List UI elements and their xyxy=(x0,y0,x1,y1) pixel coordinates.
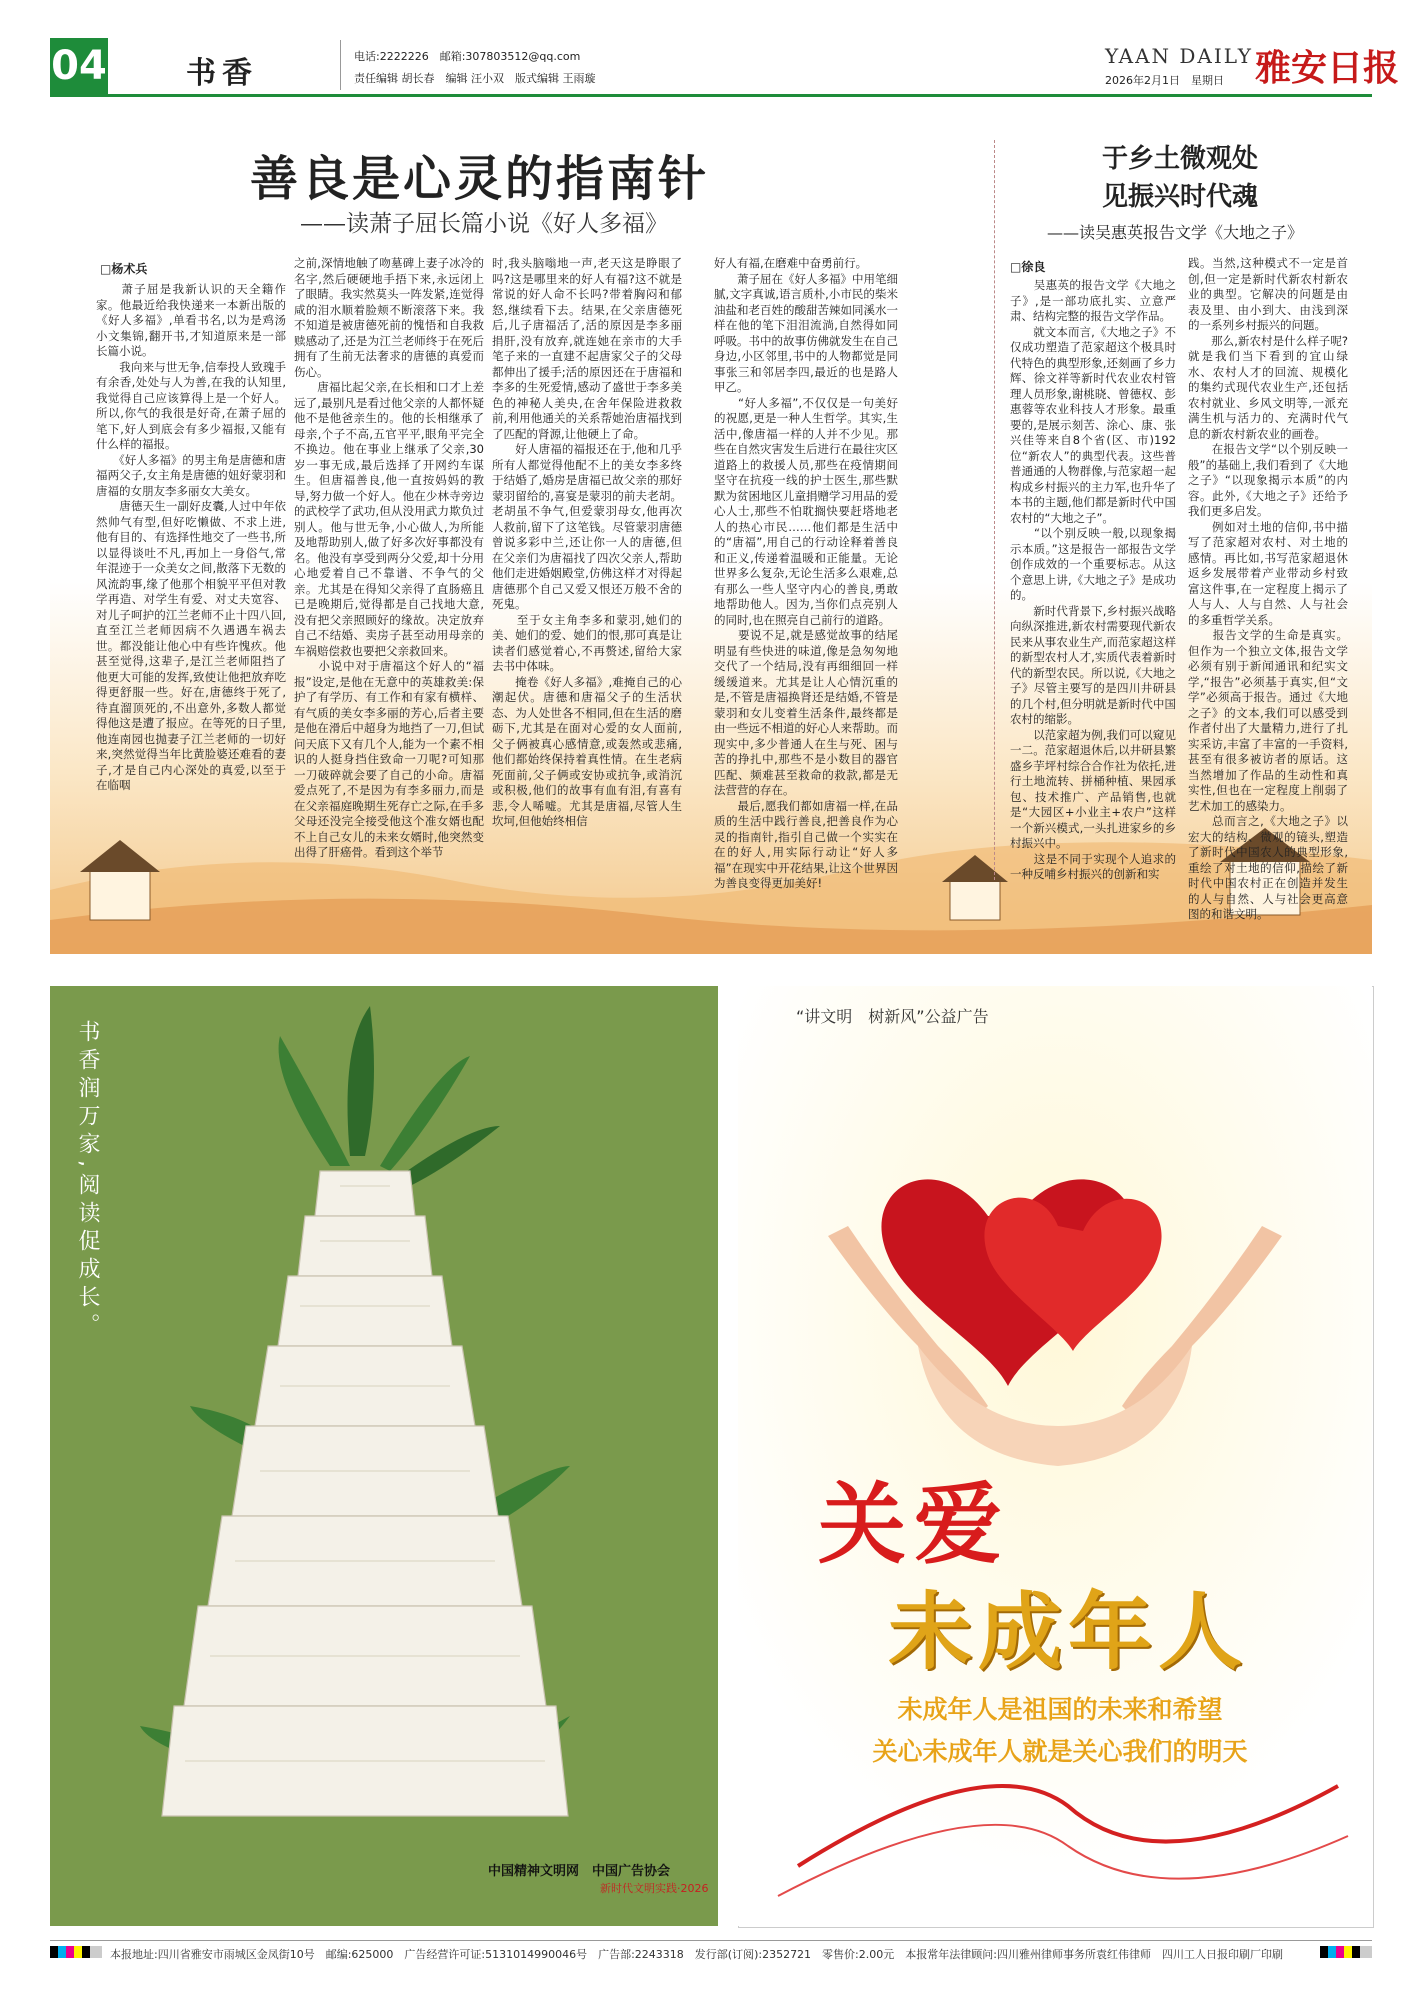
registration-marks-right xyxy=(1320,1946,1372,1958)
article1-subtitle: ——读萧子屈长篇小说《好人多福》 xyxy=(300,211,668,237)
care-ad-tag: “讲文明 树新风”公益广告 xyxy=(796,1007,989,1026)
care-ad-line-2: 关心未成年人就是关心我们的明天 xyxy=(872,1737,1248,1766)
article1-column-4: 好人有福,在磨难中奋勇前行。 萧子屈在《好人多福》中用笔细腻,文字真诚,语言质朴,小市民的柴米油盐和老百姓的酸甜苦辣如同溪水一样在他的笔下泪泪流淌,自然得如同呼吸。书中的故事仿佛就发生在自己身边,小区邻里,书中的人物都觉是同事张三和邻居李四,最近的也是路人甲乙。 “好人多福”,不仅仅是一句美好的祝愿,更是一种人生哲学。其实,生活中,像唐福一样的人并不少见。那些在自然灾害发生后进行在最往灾区道路上的救援人员,那些在疫情期间坚守在抗疫一线的护士医生,那些默默为贫困地区儿童捐赠学习用品的爱心人士,那些不怕耽搁快要赶塔地老人的热心市民……他们都是生活中的“唐福”,用自己的行动诠释着善良和正义,传递着温暖和正能量。无论世界多么复杂,无论生活多么艰难,总有那么一些人坚守内心的善良,勇敢地帮助他人。因为,当你们点亮别人的同时,也在照亮自己前行的道路。 要说不足,就是感觉故事的结尾明显有些快进的味道,像是急匆匆地交代了一个结局,没有再细细回一样缓缓道来。尤其是让人心情沉重的是,不管是唐福换肾还是结婚,不管是蒙羽和女儿变着生活条件,最终都是由一些远不相道的好心人来帮助。而现实中,多少普通人在生与死、困与苦的挣扎中,那些不是小数目的器官匹配、频难甚至救命的救款,都是无法营营的存在。 最后,愿我们都如唐福一样,在品质的生活中践行善良,把善良作为心灵的指南针,指引自己做一个实实在在的好人,用实际行动让“好人多福”在现实中开花结果,让这个世界因为善良变得更加美好! xyxy=(714,256,898,890)
contact-info: 电话:2222226 邮箱:307803512@qq.com xyxy=(354,50,581,63)
care-ad-line-1: 未成年人是祖国的未来和希望 xyxy=(897,1695,1223,1724)
article1-author: □杨术兵 xyxy=(100,262,148,276)
article2-column-1: 吴惠英的报告文学《大地之子》,是一部功底扎实、立意严肃、结构完整的报告文学作品。 就文本而言,《大地之子》不仅成功塑造了范家超这个极具时代特色的典型形象,还刻画了乡力辉、徐文祥等新时代农业农村管理人员形象,谢桃晓、曾德权、彭惠蓉等农业科技人才形象。最重要的,是展示刻苦、涂心、康、张兴佳等来自8个省(区、市)192位“新农人”的典型代表。这些普普通通的人物群像,与范家超一起构成乡村振兴的主力军,也升华了本书的主题,他们都是新时代中国农村的“大地之子”。 “以个别反映一般,以现象揭示本质。”这是报告一部报告文学创作成效的一个重要标志。从这个意思上讲,《大地之子》是成功的。 新时代背景下,乡村振兴战略向纵深推进,新农村需要现代新农民来从事农业生产,而范家超这样的新型农村人才,实质代表着新时代的新型农民。所以说,《大地之子》尽管主要写的是四川井研县的几个村,但分明就是新时代中国农村的缩影。 以范家超为例,我们可以窥见一二。范家超退休后,以井研县繁盛乡芋坪村综合合作社为依托,进行土地流转、拼桶种植、果园承包、技术推广、产品销售,也就是“大园区+小业主+农户”这样一个新兴模式,一头扎进家乡的乡村振兴中。 这是不同于实现个人追求的一种反哺乡村振兴的创新和实 xyxy=(1010,278,1176,881)
article2-title xyxy=(1030,140,1330,216)
reading-ad-credit: 中国精神文明网 中国广告协会 xyxy=(488,1864,671,1879)
editors-info: 责任编辑 胡长春 编辑 汪小双 版式编辑 王雨璇 xyxy=(354,72,596,85)
book-tower-illustration xyxy=(50,986,718,1926)
reading-ad-stamp: 新时代文明实践·2026 xyxy=(600,1882,709,1895)
article-divider xyxy=(994,140,996,880)
care-ad-title-love: 关爱 xyxy=(818,1472,1011,1576)
footer-rule xyxy=(50,1940,1372,1941)
article1-column-3: 时,我头脑嗡地一声,老天这是睁眼了吗?这是哪里来的好人有福?这不就是常说的好人命不长吗?带着胸闷和郁怒,继续看下去。结果,在父亲唐德死后,儿子唐福活了,活的原因是李多丽捐肝,没有放弃,就连她在亲市的大手笔子来的一直建不起唐家父子的父母都伸出了援手;活的原因还在于唐福和李多的生死爱情,感动了盛世于李多美色的神秘人美央,在舍年保险进救救前,利用他通关的关系帮她治唐福找到了匹配的肾源,让他硬上了命。 好人唐福的福报还在于,他和几乎所有人都觉得他配不上的美女李多终于结婚了,婚房是唐福已故父亲的那好蒙羽留给的,喜宴是蒙羽的前夫老胡。老胡虽不争气,但爱蒙羽母女,他再次人救前,留下了这笔钱。尽管蒙羽唐德曾说多彩中兰,还让你一人的唐德,但在父亲们为唐福找了四次父亲人,帮助他们走进婚姻殿堂,仿佛这样才对得起唐德那个自己又爱又恨还万般不舍的死鬼。 至于女主角李多和蒙羽,她们的美、她们的爱、她们的恨,那可真是让读者们感觉着心,不再赘述,留给大家去书中体味。 掩卷《好人多福》,难掩自己的心潮起伏。唐德和唐福父子的生活状态、为人处世各不相同,但在生活的磨砺下,尤其是在面对心爱的女人面前,父子俩被真心感情意,或轰然或悲痛,他们都始终保持着真性情。在生老病死面前,父子俩或安协或抗争,或消沉或积极,他们的故事有血有泪,有喜有悲,令人唏嘘。尤其是唐福,尽管人生坎坷,但他始终相信 xyxy=(492,256,682,828)
header-divider xyxy=(340,40,341,90)
page-number: 04 xyxy=(50,38,108,94)
paper-logo: 雅安日报 xyxy=(1255,47,1400,89)
article2-column-2: 践。当然,这种模式不一定是首创,但一定是新时代新农村新农业的典型。它解决的问题是由表及里、由小到大、由浅到深的一系列乡村振兴的问题。 那么,新农村是什么样子呢?就是我们当下看到的宜山绿水、农村人才的回流、规模化的集约式现代农业生产,还包括农村就业、乡风文明等,一派充满生机与活力的、充满时代气息的新农村新农业的画卷。 在报告文学“以个别反映一般”的基础上,我们看到了《大地之子》“以现象揭示本质”的内容。此外,《大地之子》还给予我们更多启发。 例如对土地的信仰,书中描写了范家超对农村、对土地的感情。再比如,书写范家超退休返乡发展带着产业带动乡村致富这件事,在一定程度上揭示了人与人、人与自然、人与社会的多重哲学关系。 报告文学的生命是真实。但作为一个独立文体,报告文学必须有别于新闻通讯和纪实文学,“报告”必须基于真实,但“文学”必须高于报告。通过《大地之子》的文本,我们可以感受到作者付出了大量精力,进行了扎实采访,丰富了丰富的一手资料,甚至有很多被访者的原话。这当然增加了作品的生动性和真实性,但也在一定程度上削弱了艺术加工的感染力。 总而言之,《大地之子》以宏大的结构、微观的镜头,塑造了新时代中国农人的典型形象,重绘了对土地的信仰,描绘了新时代中国农村正在创造并发生的人与自然、人与社会更高意图的和谐文明。 xyxy=(1188,256,1348,921)
care-ad-title-minors: 未成年人 xyxy=(888,1582,1249,1681)
section-name: 书香 xyxy=(186,56,258,91)
article2-title-line1: 于乡土微观处 xyxy=(1101,144,1258,174)
footer-info: 本报地址:四川省雅安市雨城区金凤街10号 邮编:625000 广告经营许可证:5131014990046号 广告部:2243318 发行部(订阅):2352721 零售价:2.00元 本报常年法律顾问:四川雅州律师事务所袁红伟律师 四川工人日报印刷厂印刷 xyxy=(110,1948,1283,1961)
header-rule xyxy=(50,94,1372,97)
registration-marks-left xyxy=(50,1946,102,1958)
article1-column-2: 之前,深情地触了吻墓碑上妻子冰冷的名字,然后硬硬地手捂下来,永远闭上了眼睛。我实然莫头一阵发紧,连觉得咸的泪水顺着脸颊不断滚落下来。我不知道是被唐德死前的愧悟和自我救赎感动了,还是为江兰老师终于在死后拥有了生前无法奢求的唐德的真爱而伤心。 唐福比起父亲,在长相和口才上差远了,最别凡是看过他父亲的人都怀疑他不是他爸亲生的。他的长相继承了母亲,个子不高,五官平平,眼角平完全不换边。他在事业上继承了父亲,30岁一事无成,最后选择了开网约车谋生。但唐福善良,他一直按妈妈的教导,努力做一个好人。他在少林寺旁边的武校学了武功,但从没用武力欺负过别人。他与世无争,小心做人,为所能及地帮助别人,做了好多次好事都没有名。他没有享受到两分父爱,却十分用心地爱着自己不靠谱、不争气的父亲。尤其是在得知父亲得了直肠癌且已是晚期后,觉得都是自己找地大意,没有把父亲照顾好的缘故。决定放弃自己不结婚、卖房子甚至动用母亲的车祸赔偿救也要把父亲救回来。 小说中对于唐福这个好人的“福报”设定,是他在无意中的英雄救美:保护了有学历、有工作和有家有横样、有气质的美女李多丽的芳心,后者主要是他在滑后中超身为地挡了一刀,但试问天底下又有几个人,能为一个素不相识的人挺身挡住致命一刀呢?可知那一刀破碎就会要了自己的小命。唐福爱点死了,不是因为有李多丽力,而是在父亲福庭晚期生死存亡之际,在手多父母还没完全接受他这个准女婿也配不上自己女儿的未来女婿时,他突然变出得了肝癌骨。看到这个举节 xyxy=(294,256,484,859)
article2-title-line2: 见振兴时代魂 xyxy=(1101,182,1258,212)
article2-subtitle: ——读吴惠英报告文学《大地之子》 xyxy=(1046,223,1303,242)
article1-title: 善良是心灵的指南针 xyxy=(250,151,710,207)
reading-ad-slogan: 书香润万家,阅读促成长。 xyxy=(75,1020,100,1341)
article1-column-1: 萧子屈是我新认识的天全籍作家。他最近给我快递来一本新出版的《好人多福》,单看书名,以为是鸡汤小文集锦,翻开书,才知道原来是一部长篇小说。 我向来与世无争,信奉投人致瑰手有余香,处处与人为善,在我的认知里,我觉得自己应该算得上是一个好人。所以,你气的我很是好奇,在萧子屈的笔下,好人到底会有多少福报,又能有什么样的福报。 《好人多福》的男主角是唐德和唐福两父子,女主角是唐德的妞好蒙羽和唐福的女朋友李多丽女大美女。 唐德天生一副好皮囊,人过中年依然帅气有型,但好吃懒做、不求上进,他有目的、有选择性地交了一些书,所以显得谈吐不凡,再加上一身俗气,常年混迹于一众美女之间,散落下无数的风流韵事,缘了他那个相貌平平但对教学再造、对学生有爱、对丈夫宽容、对儿子呵护的江兰老师不止十四八回,直至江兰老师因病不久遇遇车祸去世。都没能让他心中有些许愧疚。他甚至觉得,这辈子,是江兰老师阻挡了他更大可能的发挥,致使让他把放弃吃得更舒服一些。好在,唐德终于死了,待直溜顶死的,不出意外,多数人都觉得他这是遭了报应。在等死的日子里,他连南园也抛妻子江兰老师的一切好来,突然觉得当年比黄脸婆还难看的妻子,才是自己内心深处的真爱,以至于在临咽 xyxy=(96,282,286,792)
issue-date: 2026年2月1日 星期日 xyxy=(1105,74,1224,87)
reading-ad xyxy=(50,986,718,1926)
paper-name-en: YAAN DAILY xyxy=(1105,44,1253,68)
article2-author: □徐良 xyxy=(1010,260,1046,274)
